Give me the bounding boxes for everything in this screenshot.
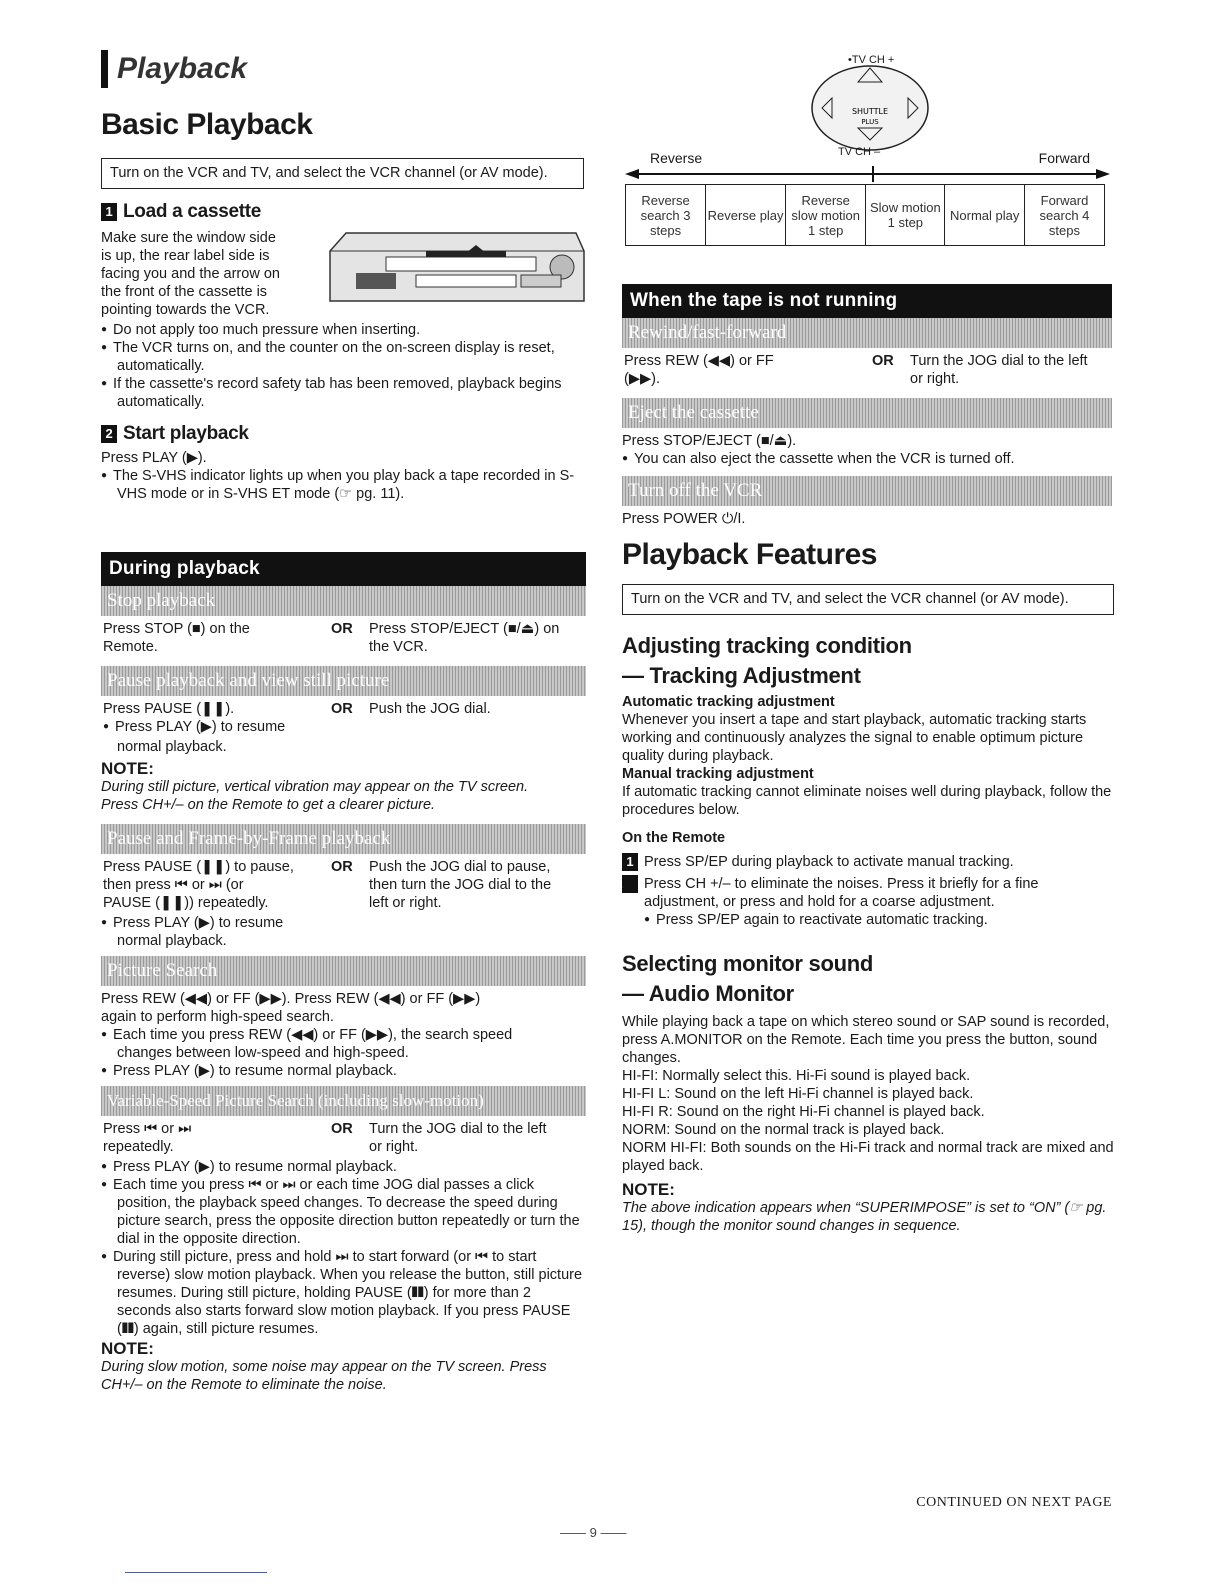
load-bullet: ● If the cassette's record safety tab has been removed, playback begins automatically.: [101, 375, 586, 411]
load-line: the front of the cassette is: [101, 284, 268, 300]
manual-tracking-label: Manual tracking adjustment: [622, 766, 814, 782]
variable-left: Press ⏮ or ⏭: [103, 1121, 192, 1137]
page-title: Basic Playback: [101, 108, 313, 141]
search-bullet: ● Press PLAY (▶) to resume normal playback.: [101, 1062, 586, 1080]
variable-right: Turn the JOG dial to the left: [369, 1121, 547, 1137]
mode-cell: Forward search 4 steps: [1024, 185, 1104, 246]
tracking-section: [615, 633, 1114, 929]
tracking-step: [615, 875, 1114, 911]
step-number: 1: [101, 203, 117, 221]
section-marker: [101, 50, 108, 88]
rewind-left: (▶▶).: [624, 371, 660, 387]
monitor-item: NORM HI-FI: Both sounds on the Hi-Fi track and normal track are mixed and played back.: [622, 1140, 1114, 1175]
footer-rule: [125, 1572, 267, 1573]
reverse-label: Reverse: [650, 150, 703, 166]
during-playback-bar: During playback: [101, 552, 586, 586]
eject-bullet: ● You can also eject the cassette when the VCR is turned off.: [622, 450, 1112, 468]
remote-label: On the Remote: [622, 830, 726, 846]
variable-speed-bar: Variable-Speed Picture Search (including slow-motion): [101, 1086, 586, 1116]
load-heading: [101, 201, 586, 223]
section-label: Playback: [117, 52, 248, 85]
variable-left: repeatedly.: [103, 1139, 174, 1155]
during-playback-panel: [101, 552, 586, 1394]
eject-line: Press STOP/EJECT (■/⏏).: [622, 433, 797, 449]
forward-label: Forward: [1038, 150, 1090, 166]
pause-bar: Pause playback and view still picture: [101, 666, 586, 696]
stop-right: the VCR.: [369, 639, 428, 655]
load-cassette-section: [101, 201, 586, 411]
frame-right: left or right.: [369, 895, 442, 911]
step-number: 2: [622, 875, 638, 893]
section-header: [101, 50, 591, 90]
frame-right: Push the JOG dial to pause,: [369, 859, 551, 875]
auto-tracking-text: Whenever you insert a tape and start playback, automatic tracking starts working and continuously analyzes the signal to enable optimum picture quality during playback.: [622, 712, 1087, 764]
load-line: Make sure the window side: [101, 230, 276, 246]
start-bullet: ● The S-VHS indicator lights up when you play back a tape recorded in S-VHS mode or in S-VHS ET mode (☞ pg. 11).: [101, 467, 586, 503]
stop-right: Press STOP/EJECT (■/⏏) on: [369, 621, 560, 637]
pause-left: Press PAUSE (❚❚).: [103, 701, 235, 717]
tracking-step-text: Press SP/EP during playback to activate manual tracking.: [644, 854, 1014, 870]
tracking-title: Adjusting tracking condition: [622, 633, 912, 658]
plus-label: PLUS: [861, 118, 879, 126]
note-label: NOTE:: [622, 1180, 675, 1200]
load-line: pointing towards the VCR.: [101, 302, 270, 318]
mode-cell: Reverse search 3 steps: [626, 185, 706, 246]
or-label: OR: [331, 701, 353, 717]
frame-right: then turn the JOG dial to the: [369, 877, 552, 893]
tv-ch-plus-label: •TV CH +: [848, 54, 895, 66]
start-press: Press PLAY (▶).: [101, 450, 207, 466]
frame-bullet: ● Press PLAY (▶) to resume: [101, 914, 586, 932]
page-number: —— 9 ——: [560, 1525, 627, 1540]
monitor-title: Selecting monitor sound: [622, 951, 873, 977]
search-line: Press REW (◀◀) or FF (▶▶). Press REW (◀◀) or FF (▶▶): [101, 991, 481, 1007]
monitor-text: While playing back a tape on which stereo sound or SAP sound is recorded, press A.MONITOR on the Remote. Each time you press the button, sound changes.: [622, 1014, 1110, 1067]
step-number: 2: [101, 425, 117, 443]
playback-features: [615, 538, 1114, 1235]
frame-bar: Pause and Frame-by-Frame playback: [101, 824, 586, 854]
tracking-step: [622, 853, 1114, 871]
start-playback-section: [101, 423, 586, 503]
stop-left: Press STOP (■) on the: [103, 621, 250, 637]
turn-off-line: Press POWER ⏻/I.: [622, 511, 746, 527]
variable-bullet: ● During still picture, press and hold ⏭ to start forward (or ⏮ to start reverse) slow motion playback. When you release the button, still picture resumes. During still picture, holding PAUSE (❚❚) for more than 2 seconds also starts forward slow motion playback. If you press PAUSE (❚❚) again, still picture resumes.: [101, 1248, 586, 1338]
step-number: 1: [622, 853, 638, 871]
picture-search-bar: Picture Search: [101, 956, 586, 986]
start-heading: [101, 423, 586, 445]
monitor-item: HI-FI L: Sound on the left Hi-Fi channel is played back.: [622, 1086, 974, 1103]
rewind-left: Press REW (◀◀) or FF: [624, 353, 774, 369]
turn-off-bar: Turn off the VCR: [622, 476, 1112, 506]
tracking-subtitle: — Tracking Adjustment: [622, 663, 861, 688]
load-line: is up, the rear label side is: [101, 248, 270, 264]
mode-cell: Reverse slow motion 1 step: [786, 185, 866, 246]
frame-bullet-cont: normal playback.: [117, 933, 227, 949]
mode-cell: Reverse play: [706, 185, 786, 246]
not-running-bar: When the tape is not running: [622, 284, 1112, 318]
monitor-item: HI-FI: Normally select this. Hi-Fi sound is played back.: [622, 1068, 971, 1085]
load-title: Load a cassette: [123, 201, 262, 222]
shuttle-mode-table: [625, 184, 1105, 246]
monitor-item: NORM: Sound on the normal track is played back.: [622, 1122, 945, 1139]
or-label: OR: [331, 621, 353, 637]
tracking-bullet: ● Press SP/EP again to reactivate automatic tracking.: [622, 911, 1114, 929]
monitor-item: HI-FI R: Sound on the right Hi-Fi channel is played back.: [622, 1104, 985, 1121]
frame-left: PAUSE (❚❚)) repeatedly.: [103, 895, 269, 911]
rewind-bar: Rewind/fast-forward: [622, 318, 1112, 348]
frame-left: then press ⏮ or ⏭ (or: [103, 877, 244, 893]
mode-cell: Slow motion 1 step: [866, 185, 945, 246]
direction-arrow: [625, 166, 1110, 182]
mode-cell: Normal play: [945, 185, 1024, 246]
note-label: NOTE:: [101, 759, 154, 778]
monitor-note: The above indication appears when “SUPERIMPOSE” is set to “ON” (☞ pg. 15), though the monitor sound changes in sequence.: [622, 1200, 1107, 1235]
load-bullet: ● The VCR turns on, and the counter on the on-screen display is reset, automatically.: [101, 339, 586, 375]
continued-label: CONTINUED ON NEXT PAGE: [916, 1495, 1112, 1510]
stop-playback-bar: Stop playback: [101, 586, 586, 616]
tv-ch-minus-label: TV CH –: [838, 146, 881, 158]
left-column: [101, 158, 586, 503]
features-intro-box: Turn on the VCR and TV, and select the VCR channel (or AV mode).: [622, 584, 1114, 615]
variable-note: During slow motion, some noise may appear on the TV screen. Press CH+/– on the Remote to eliminate the noise.: [101, 1359, 547, 1393]
pause-bullet: ● Press PLAY (▶) to resume: [103, 718, 285, 736]
pause-bullet-cont: normal playback.: [117, 739, 227, 755]
auto-tracking-label: Automatic tracking adjustment: [622, 694, 835, 710]
frame-left: Press PAUSE (❚❚) to pause,: [103, 859, 294, 875]
not-running-panel: [622, 284, 1112, 528]
note-label: NOTE:: [101, 1339, 154, 1358]
search-bullet: ● Each time you press REW (◀◀) or FF (▶▶), the search speed: [101, 1026, 586, 1044]
search-bullet-cont: changes between low-speed and high-speed.: [117, 1045, 409, 1061]
rewind-right: Turn the JOG dial to the left: [910, 353, 1088, 369]
tracking-step-text: Press CH +/– to eliminate the noises. Press it briefly for a fine adjustment, or press and hold for a coarse adjustment.: [644, 876, 1039, 911]
or-label: OR: [872, 353, 894, 369]
rewind-right: or right.: [910, 371, 960, 387]
load-line: facing you and the arrow on: [101, 266, 280, 282]
manual-tracking-text: If automatic tracking cannot eliminate noises well during playback, follow the procedures below.: [622, 784, 1112, 818]
load-bullet: ● Do not apply too much pressure when inserting.: [101, 321, 586, 339]
shuttle-diagram: [620, 50, 1110, 265]
variable-bullet: ● Press PLAY (▶) to resume normal playback.: [101, 1158, 586, 1176]
or-label: OR: [331, 1121, 353, 1137]
stop-left: Remote.: [103, 639, 158, 655]
monitor-section: [622, 951, 1114, 1235]
start-title: Start playback: [123, 423, 249, 444]
search-line: again to perform high-speed search.: [101, 1009, 334, 1025]
monitor-subtitle: — Audio Monitor: [622, 981, 794, 1007]
pause-note: During still picture, vertical vibration may appear on the TV screen. Press CH+/– on the Remote to get a clearer picture.: [101, 779, 529, 813]
variable-right: or right.: [369, 1139, 419, 1155]
shuttle-label: SHUTTLE: [851, 107, 889, 116]
intro-box: Turn on the VCR and TV, and select the VCR channel (or AV mode).: [101, 158, 584, 189]
or-label: OR: [331, 859, 353, 875]
pause-right: Push the JOG dial.: [369, 701, 491, 717]
vcr-illustration: [326, 221, 588, 313]
eject-bar: Eject the cassette: [622, 398, 1112, 428]
features-title: Playback Features: [622, 538, 877, 571]
variable-bullet: ● Each time you press ⏮ or ⏭ or each time JOG dial passes a click position, the playback speed changes. To decrease the speed during picture search, press the opposite direction button repeatedly or turn the dial in the opposite direction.: [101, 1176, 586, 1248]
